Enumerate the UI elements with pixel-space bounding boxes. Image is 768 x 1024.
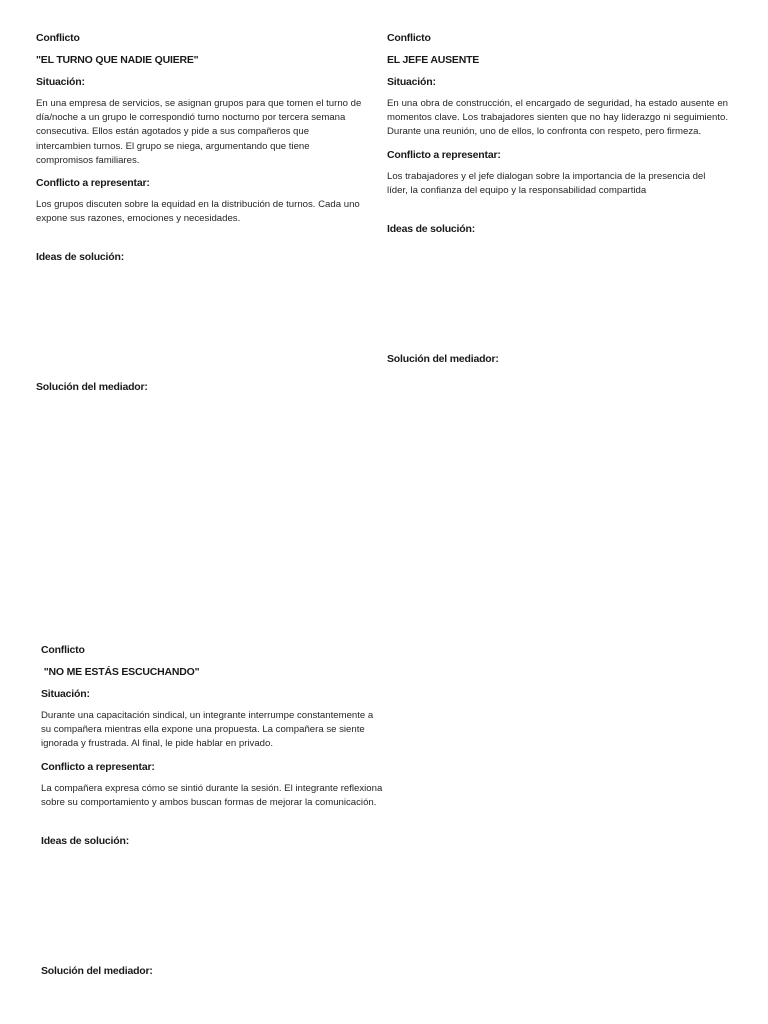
conflict-card-jefe xyxy=(387,31,728,366)
situation-text: En una empresa de servicios, se asignan grupos para que tomen el turno de día/noche a un grupo le correspondió turno nocturno por tercera semana consecutiva. Ellos están agotados y pide a sus compañeros que intercambien turnos. El grupo se niega, argumentando que tiene compromisos familiares. xyxy=(36,98,362,166)
ideas-label: Ideas de solución: xyxy=(387,223,476,236)
represent-label: Conflicto a representar: xyxy=(36,177,150,190)
conflict-card-escuchando xyxy=(41,643,386,978)
situation-text: Durante una capacitación sindical, un integrante interrumpe constantemente a su compañera mientras ella expone una propuesta. La compañera se siente ignorada y frustrada. Al final, le pide hablar en privado. xyxy=(41,710,374,750)
conflict-title: "NO ME ESTÁS ESCUCHANDO" xyxy=(41,666,200,678)
situation-label: Situación: xyxy=(41,688,90,700)
ideas-label: Ideas de solución: xyxy=(41,835,130,848)
mediator-label: Solución del mediador: xyxy=(387,353,499,366)
conflict-label: Conflicto xyxy=(36,32,80,44)
represent-text: Los trabajadores y el jefe dialogan sobre la importancia de la presencia del líder, la confianza del equipo y la responsabilidad compartida xyxy=(387,170,706,196)
represent-text: La compañera expresa cómo se sintió durante la sesión. El integrante reflexiona sobre su comportamiento y ambos buscan formas de mejorar la comunicación. xyxy=(41,782,383,808)
situation-label: Situación: xyxy=(36,76,85,88)
conflict-label: Conflicto xyxy=(41,644,85,656)
conflict-card-turno xyxy=(36,31,366,394)
conflict-label: Conflicto xyxy=(387,32,431,44)
conflict-title: EL JEFE AUSENTE xyxy=(387,54,480,66)
represent-text: Los grupos discuten sobre la equidad en la distribución de turnos. Cada uno expone sus razones, emociones y necesidades. xyxy=(36,199,360,225)
represent-label: Conflicto a representar: xyxy=(41,760,155,773)
mediator-label: Solución del mediador: xyxy=(41,965,153,978)
represent-label: Conflicto a representar: xyxy=(387,148,501,161)
ideas-label: Ideas de solución: xyxy=(36,251,125,264)
mediator-label: Solución del mediador: xyxy=(36,381,148,394)
situation-label: Situación: xyxy=(387,76,436,88)
situation-text: En una obra de construcción, el encargado de seguridad, ha estado ausente en momentos clave. Los trabajadores sienten que no hay liderazgo ni seguimiento. Durante una reunión, uno de ellos, lo confronta con respeto, pero firmeza. xyxy=(387,98,728,138)
conflict-title: "EL TURNO QUE NADIE QUIERE" xyxy=(36,54,199,66)
